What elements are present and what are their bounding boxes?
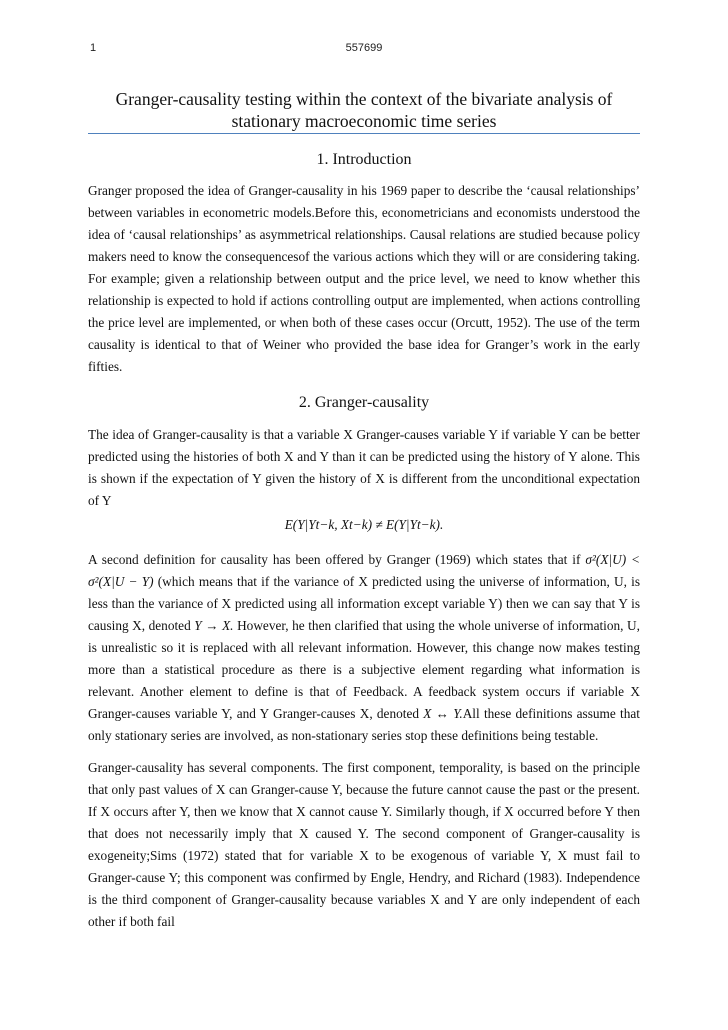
expectation-equation xyxy=(88,517,640,533)
document-id: 557699 xyxy=(345,42,383,54)
para-text-d: All these definitions assume that only stationary series are involved, as non-stationary series stop these definitions being testable. xyxy=(88,706,640,743)
title-line-2: stationary macroeconomic time series xyxy=(231,111,497,131)
equation-text: E(Y|Yt−k, Xt−k) ≠ E(Y|Yt−k). xyxy=(284,517,444,532)
section-heading-granger-causality: 2. Granger-causality xyxy=(298,394,430,411)
para-text-c: However, he then clarified that using the whole universe of information, U, is unrealistic so it is replaced with all relevant information. However, this change now makes testing more than a statistical procedure as there is a subjective element regarding what information is relevant. Another element to define is that of Feedback. A feedback system occurs if variable X Granger-causes variable Y, and Y Granger-causes X, denoted xyxy=(88,618,640,721)
variance-inequality: σ²(X|U) < σ²(X|U − Y) xyxy=(88,552,641,589)
intro-paragraph: Granger proposed the idea of Granger-causality in his 1969 paper to describe the ‘causal relationships’ between variables in econometric models.Before this, econometricians and economists understood the idea of ‘causal relationships’ as asymmetrical relationships. Causal relations are studied because policy makers need to know the consequencesof the various actions which they will or are considering taking. For example; given a relationship between output and the price level, we need to know whether this relationship is expected to hold if actions controlling output are implemented, when actions controlling the price level are implemented, or when both of these cases occur (Orcutt, 1952). The use of the term causality is identical to that of Weiner who provided the base idea for Granger’s work in the early fifties. xyxy=(88,183,640,374)
paper-title xyxy=(100,88,628,132)
para-text-b: (which means that if the variance of X predicted using the universe of information, U, is less than the variance of X predicted using all information except variable Y) then we can say that Y is causing X, denoted xyxy=(88,574,641,633)
components-paragraph: Granger-causality has several components. The first component, temporality, is based on the principle that only past values of X can Granger-cause Y, because the future cannot cause the past or the present. If X occurs after Y, then we know that X cannot cause Y. Similarly though, if X occurred before Y then that does not necessarily imply that X caused Y. The second component of Granger-causality is exogeneity;Sims (1972) stated that for variable X to be exogenous of variable Y, X must fail to Granger-cause Y; this component was confirmed by Engle, Hendry, and Richard (1983). Independence is the third component of Granger-causality because variables X and Y are only independent of each other if both fail xyxy=(88,760,640,929)
granger-definition-paragraph: The idea of Granger-causality is that a variable X Granger-causes variable Y if variable Y can be better predicted using the histories of both X and Y than it can be predicted using the history of Y alone. This is shown if the expectation of Y given the history of X is different from the unconditional expectation of Y xyxy=(88,427,640,508)
title-underline xyxy=(88,133,640,134)
para-text-a: A second definition for causality has been offered by Granger (1969) which states that if xyxy=(88,552,581,567)
title-line-1: Granger-causality testing within the context of the bivariate analysis of xyxy=(115,89,613,109)
causality-notation: Y → X. xyxy=(194,618,234,633)
page-number: 1 xyxy=(90,42,97,54)
feedback-notation: X ↔ Y. xyxy=(423,706,463,721)
second-definition-paragraph xyxy=(88,549,640,747)
section-heading-introduction: 1. Introduction xyxy=(316,151,412,168)
